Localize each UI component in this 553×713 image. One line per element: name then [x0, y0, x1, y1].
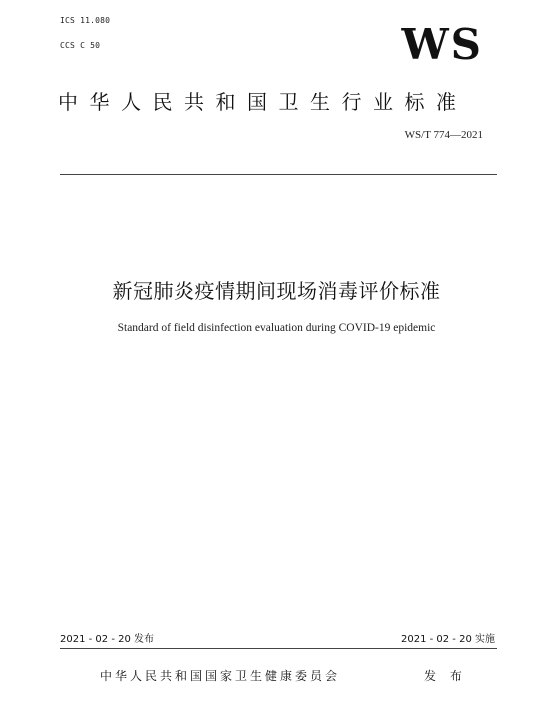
- ics-code: ICS 11.080: [60, 16, 111, 25]
- title-chinese: 新冠肺炎疫情期间现场消毒评价标准: [112, 279, 441, 303]
- ccs-code: CCS C 50: [60, 41, 101, 50]
- bottom-divider: [60, 648, 497, 649]
- publish-date: 2021 - 02 - 20 发布: [60, 634, 155, 645]
- standard-number: WS/T 774—2021: [404, 129, 483, 141]
- issuing-authority: 中华人民共和国国家卫生健康委员会: [100, 669, 341, 683]
- top-divider: [60, 174, 497, 175]
- ws-logo: WS: [401, 20, 483, 69]
- implement-date: 2021 - 02 - 20 实施: [400, 634, 495, 645]
- title-english: Standard of field disinfection evaluation during COVID-19 epidemic: [117, 322, 436, 334]
- issue-label: 发 布: [424, 669, 467, 683]
- standard-category: 中华人民共和国卫生行业标准: [58, 90, 468, 114]
